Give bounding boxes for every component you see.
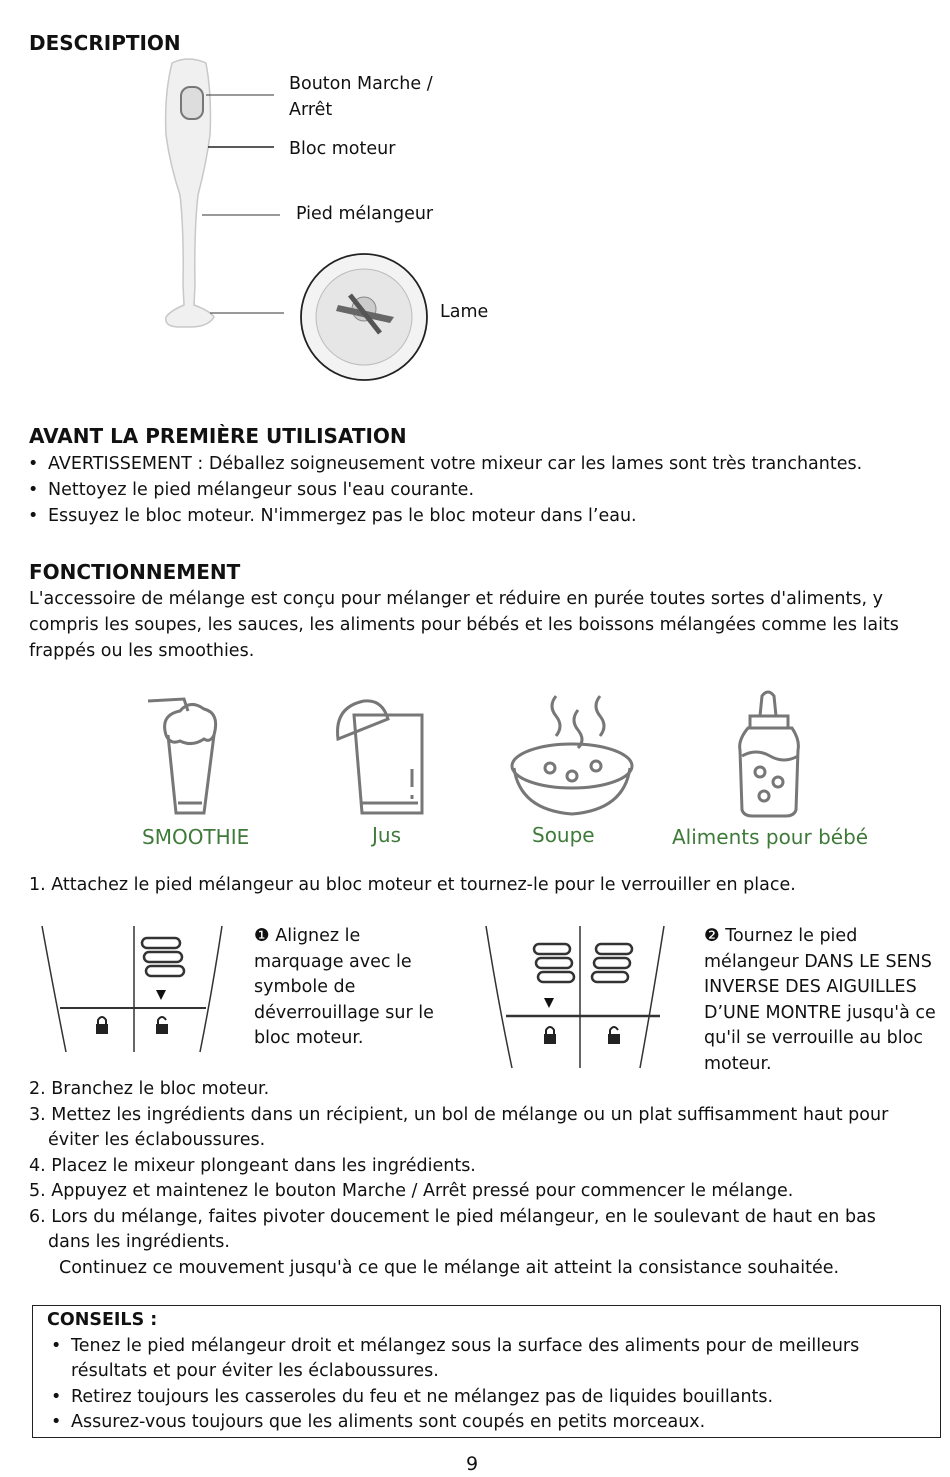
callout-rotate: ❷ Tournez le pied mélangeur DANS LE SENS INVERSE DES AIGUILLES D’UNE MONTRE jusqu'à ce qu'il se verrouille au bloc moteur. bbox=[704, 926, 936, 1074]
page-number: 9 bbox=[466, 1453, 479, 1475]
label-blender-shaft: Pied mélangeur bbox=[296, 204, 434, 224]
intro-text: compris les soupes, les sauces, les aliments pour bébés et les boissons mélangées comme les laits bbox=[29, 615, 899, 635]
unlock-icon bbox=[156, 1017, 168, 1034]
juice-icon bbox=[330, 695, 430, 820]
intro-text: frappés ou les smoothies. bbox=[29, 641, 255, 661]
lock-icon bbox=[96, 1017, 108, 1034]
step-2: 2. Branchez le bloc moteur. bbox=[29, 1079, 270, 1099]
label-on-off-button: Bouton Marche / Arrêt bbox=[289, 74, 433, 120]
step-6-note: Continuez ce mouvement jusqu'à ce que le mélange ait atteint la consistance souhaitée. bbox=[59, 1258, 840, 1278]
step-6-cont: dans les ingrédients. bbox=[48, 1232, 230, 1252]
label-motor-unit: Bloc moteur bbox=[289, 139, 396, 159]
rotation-diagram bbox=[484, 922, 674, 1072]
step-5: 5. Appuyez et maintenez le bouton Marche / Arrêt pressé pour commencer le mélange. bbox=[29, 1181, 794, 1201]
icon-label-juice: Jus bbox=[372, 823, 401, 847]
lock-icon bbox=[544, 1027, 556, 1044]
tip-item-cont: résultats et pour éviter les éclaboussures. bbox=[71, 1361, 439, 1381]
list-item: • AVERTISSEMENT : Déballez soigneusement votre mixeur car les lames sont très tranchantes. bbox=[48, 451, 862, 477]
description-title: DESCRIPTION bbox=[29, 31, 181, 55]
step-1: 1. Attachez le pied mélangeur au bloc moteur et tournez-le pour le verrouiller en place. bbox=[29, 875, 796, 895]
tip-item: • Retirez toujours les casseroles du feu et ne mélangez pas de liquides bouillants. bbox=[71, 1384, 773, 1410]
callout-align: ❶ Alignez le marquage avec le symbole de déverrouillage sur le bloc moteur. bbox=[254, 926, 434, 1049]
intro-text: L'accessoire de mélange est conçu pour mélanger et réduire en purée toutes sortes d'aliments, y bbox=[29, 589, 883, 609]
step-6: 6. Lors du mélange, faites pivoter doucement le pied mélangeur, en le soulevant de haut en bas bbox=[29, 1207, 876, 1227]
step-3: 3. Mettez les ingrédients dans un récipient, un bol de mélange ou un plat suffisamment haut pour bbox=[29, 1105, 889, 1125]
tip-item: • Tenez le pied mélangeur droit et mélangez sous la surface des aliments pour de meilleurs bbox=[71, 1333, 859, 1359]
baby-bottle-icon bbox=[736, 690, 806, 820]
tips-title: CONSEILS : bbox=[47, 1310, 158, 1330]
list-item: • Essuyez le bloc moteur. N'immergez pas le bloc moteur dans l’eau. bbox=[48, 503, 637, 529]
icon-label-baby-food: Aliments pour bébé bbox=[672, 825, 869, 849]
icon-label-smoothie: SMOOTHIE bbox=[142, 825, 250, 849]
icon-label-soup: Soupe bbox=[532, 823, 595, 847]
step-4: 4. Placez le mixeur plongeant dans les ingrédients. bbox=[29, 1156, 476, 1176]
before-first-use-title: AVANT LA PREMIÈRE UTILISATION bbox=[29, 424, 407, 448]
smoothie-icon bbox=[140, 695, 230, 820]
tip-item: • Assurez-vous toujours que les aliments sont coupés en petits morceaux. bbox=[71, 1409, 705, 1435]
label-blade: Lame bbox=[440, 302, 489, 322]
soup-icon bbox=[508, 690, 638, 820]
list-item: • Nettoyez le pied mélangeur sous l'eau courante. bbox=[48, 477, 474, 503]
unlock-icon bbox=[608, 1027, 620, 1044]
operation-title: FONCTIONNEMENT bbox=[29, 560, 241, 584]
alignment-diagram bbox=[38, 922, 238, 1057]
step-3-cont: éviter les éclaboussures. bbox=[48, 1130, 266, 1150]
